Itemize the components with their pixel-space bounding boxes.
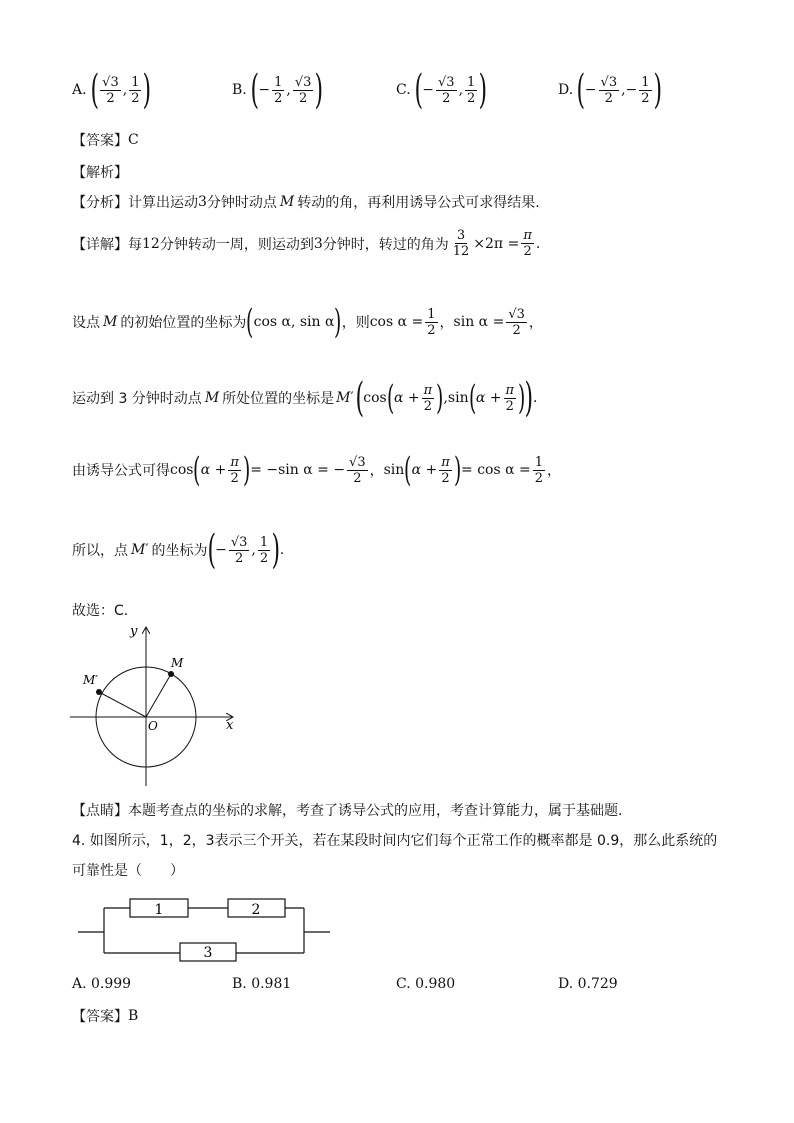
q4-line1: 4. 如图所示，1，2，3表示三个开关，若在某段时间内它们每个正常工作的概率都是 0.9，那么此系统的 [72, 833, 718, 849]
xiangjie-line: 【详解】 每 12 分钟转动一周，则运动到 3 分钟时，转过的角为 $\frac{3}{12}$ ×2π = $\frac{\pi}{2}$ . [72, 228, 541, 259]
radius-om-prime [99, 692, 146, 717]
switch-1-label: 1 [154, 902, 164, 918]
initial-position-line: 设点 M 的初始位置的坐标为 ( cos α, sin α ) ，则 cos α = $\frac{1}{2}$ ， sin α = $\frac{√3}{2}$ ， [72, 302, 543, 342]
point-m [168, 671, 174, 677]
answer-q3: 【答案】 C [72, 132, 139, 149]
moved-position-line: 运动到 3 分钟时动点 M 所处位置的坐标是 M′ ( cos ( α + $\frac{\pi}{2}$ ) , sin ( α + $\frac{\pi}{2}$ ) ) . [72, 375, 538, 421]
unit-circle-figure [66, 622, 246, 790]
guxuan-line: 故选：C. [72, 603, 129, 619]
m-label: M [171, 656, 184, 670]
option-c: C. ( − $\frac{√3}{2}$ , $\frac{1}{2}$ ) [396, 67, 488, 113]
answer-q4: 【答案】 B [72, 1008, 139, 1025]
option-a: A. ( $\frac{√3}{2}$ , $\frac{1}{2}$ ) [72, 67, 152, 113]
q4-option-a: A. 0.999 [72, 976, 132, 992]
circuit-figure [78, 895, 330, 965]
origin-label: O [148, 719, 158, 733]
dianjing-line: 【点睛】 本题考查点的坐标的求解，考查了诱导公式的应用，考查计算能力，属于基础题. [72, 803, 623, 819]
switch-2-label: 2 [251, 902, 261, 918]
analysis-heading: 【解析】 [72, 165, 128, 181]
result-line: 所以，点 M′ 的坐标为 ( − $\frac{√3}{2}$ , $\frac{1}{2}$ ) . [72, 527, 285, 573]
induction-formula-line: 由诱导公式可得 cos ( α + $\frac{\pi}{2}$ ) = −sin α = − $\frac{√3}{2}$ ， sin ( α + $\frac{\pi}{2}$ ) = cos α = $\frac{1}{2}$ ， [72, 450, 562, 490]
point-m-prime [96, 689, 102, 695]
y-label: y [130, 624, 138, 639]
q4-line2: 可靠性是（ ） [72, 863, 184, 879]
q4-option-d: D. 0.729 [558, 976, 618, 992]
option-d: D. ( − $\frac{√3}{2}$ ,− $\frac{1}{2}$ ) [558, 67, 662, 113]
fenxi-line: 【分析】 计算出运动 3 分钟时动点 M 转动的角，再利用诱导公式可求得结果. [72, 194, 540, 211]
switch-3-label: 3 [203, 945, 213, 961]
m-prime-label: M′ [83, 673, 99, 687]
q4-option-c: C. 0.980 [396, 976, 456, 992]
option-b: B. ( − $\frac{1}{2}$ , $\frac{√3}{2}$ ) [232, 67, 324, 113]
q4-option-b: B. 0.981 [232, 976, 292, 992]
x-label: x [226, 718, 234, 733]
radius-om [146, 674, 171, 717]
